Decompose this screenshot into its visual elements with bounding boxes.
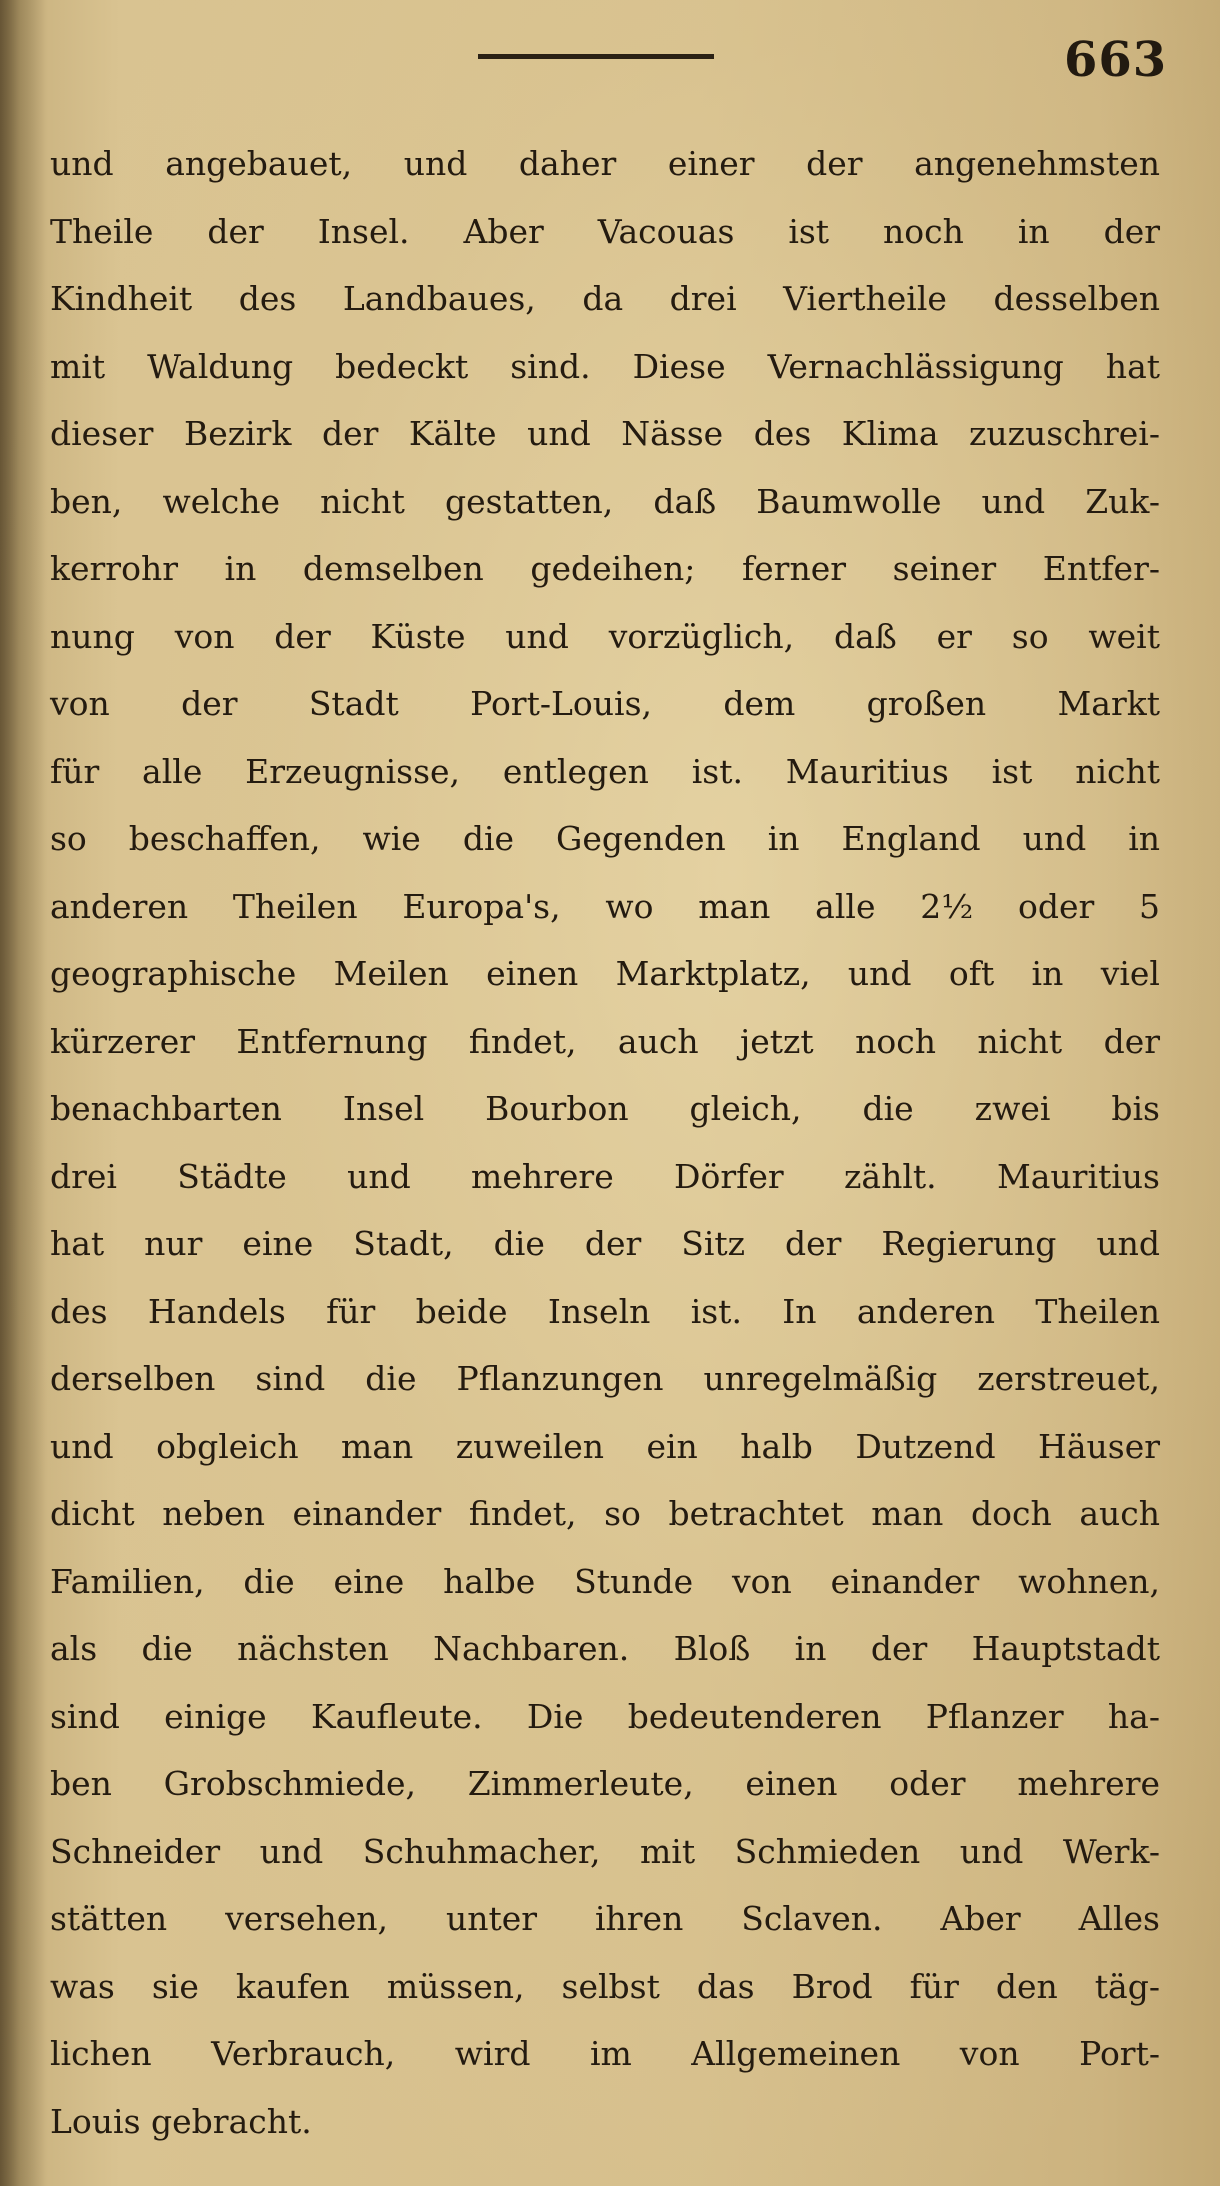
text-line: drei Städte und mehrere Dörfer zählt. Mauritius [50, 1156, 1160, 1196]
body-text [50, 130, 1160, 2155]
text-line: sind einige Kaufleute. Die bedeutenderen Pflanzer ha- [50, 1696, 1160, 1736]
text-line: dicht neben einander findet, so betrachtet man doch auch [50, 1494, 1160, 1533]
text-line: lichen Verbrauch, wird im Allgemeinen von Port- [50, 2034, 1160, 2073]
text-line: Schneider und Schuhmacher, mit Schmieden und Werk- [50, 1831, 1160, 1871]
text-line: Theile der Insel. Aber Vacouas ist noch in der [50, 211, 1160, 251]
text-line: des Handels für beide Inseln ist. In anderen Theilen [50, 1291, 1160, 1331]
text-line: als die nächsten Nachbaren. Bloß in der Hauptstadt [50, 1629, 1160, 1668]
text-line: und angebauet, und daher einer der angenehmsten [50, 144, 1160, 183]
text-line: so beschaffen, wie die Gegenden in England und in [50, 819, 1160, 858]
text-line: Familien, die eine halbe Stunde von einander wohnen, [50, 1561, 1160, 1601]
text-line: kerrohr in demselben gedeihen; ferner seiner Entfer- [50, 549, 1160, 588]
text-line: kürzerer Entfernung findet, auch jetzt noch nicht der [50, 1021, 1160, 1061]
text-line: ben Grobschmiede, Zimmerleute, einen oder mehrere [50, 1764, 1160, 1803]
text-line: benachbarten Insel Bourbon gleich, die zwei bis [50, 1089, 1160, 1128]
text-line: stätten versehen, unter ihren Sclaven. Aber Alles [50, 1899, 1160, 1938]
text-line: dieser Bezirk der Kälte und Nässe des Klima zuzuschrei- [50, 414, 1160, 453]
binding-shadow [0, 0, 48, 2186]
text-line: ben, welche nicht gestatten, daß Baumwolle und Zuk- [50, 481, 1160, 521]
text-line: von der Stadt Port-Louis, dem großen Markt [50, 684, 1160, 723]
text-line: derselben sind die Pflanzungen unregelmäßig zerstreuet, [50, 1359, 1160, 1398]
text-line: geographische Meilen einen Marktplatz, und oft in viel [50, 954, 1160, 993]
text-line: Louis gebracht. [50, 2101, 312, 2141]
text-line: und obgleich man zuweilen ein halb Dutzend Häuser [50, 1426, 1160, 1466]
text-line: nung von der Küste und vorzüglich, daß er so weit [50, 616, 1160, 656]
text-line: mit Waldung bedeckt sind. Diese Vernachlässigung hat [50, 346, 1160, 386]
text-line: für alle Erzeugnisse, entlegen ist. Mauritius ist nicht [50, 751, 1160, 791]
text-line: anderen Theilen Europa's, wo man alle 2½ oder 5 [50, 886, 1160, 926]
page-number: 663 [1064, 32, 1168, 88]
text-line: was sie kaufen müssen, selbst das Brod für den täg- [50, 1966, 1160, 2006]
text-line: Kindheit des Landbaues, da drei Viertheile desselben [50, 279, 1160, 318]
header-rule [478, 54, 714, 59]
page-header [0, 32, 1220, 92]
text-line: hat nur eine Stadt, die der Sitz der Regierung und [50, 1224, 1160, 1263]
